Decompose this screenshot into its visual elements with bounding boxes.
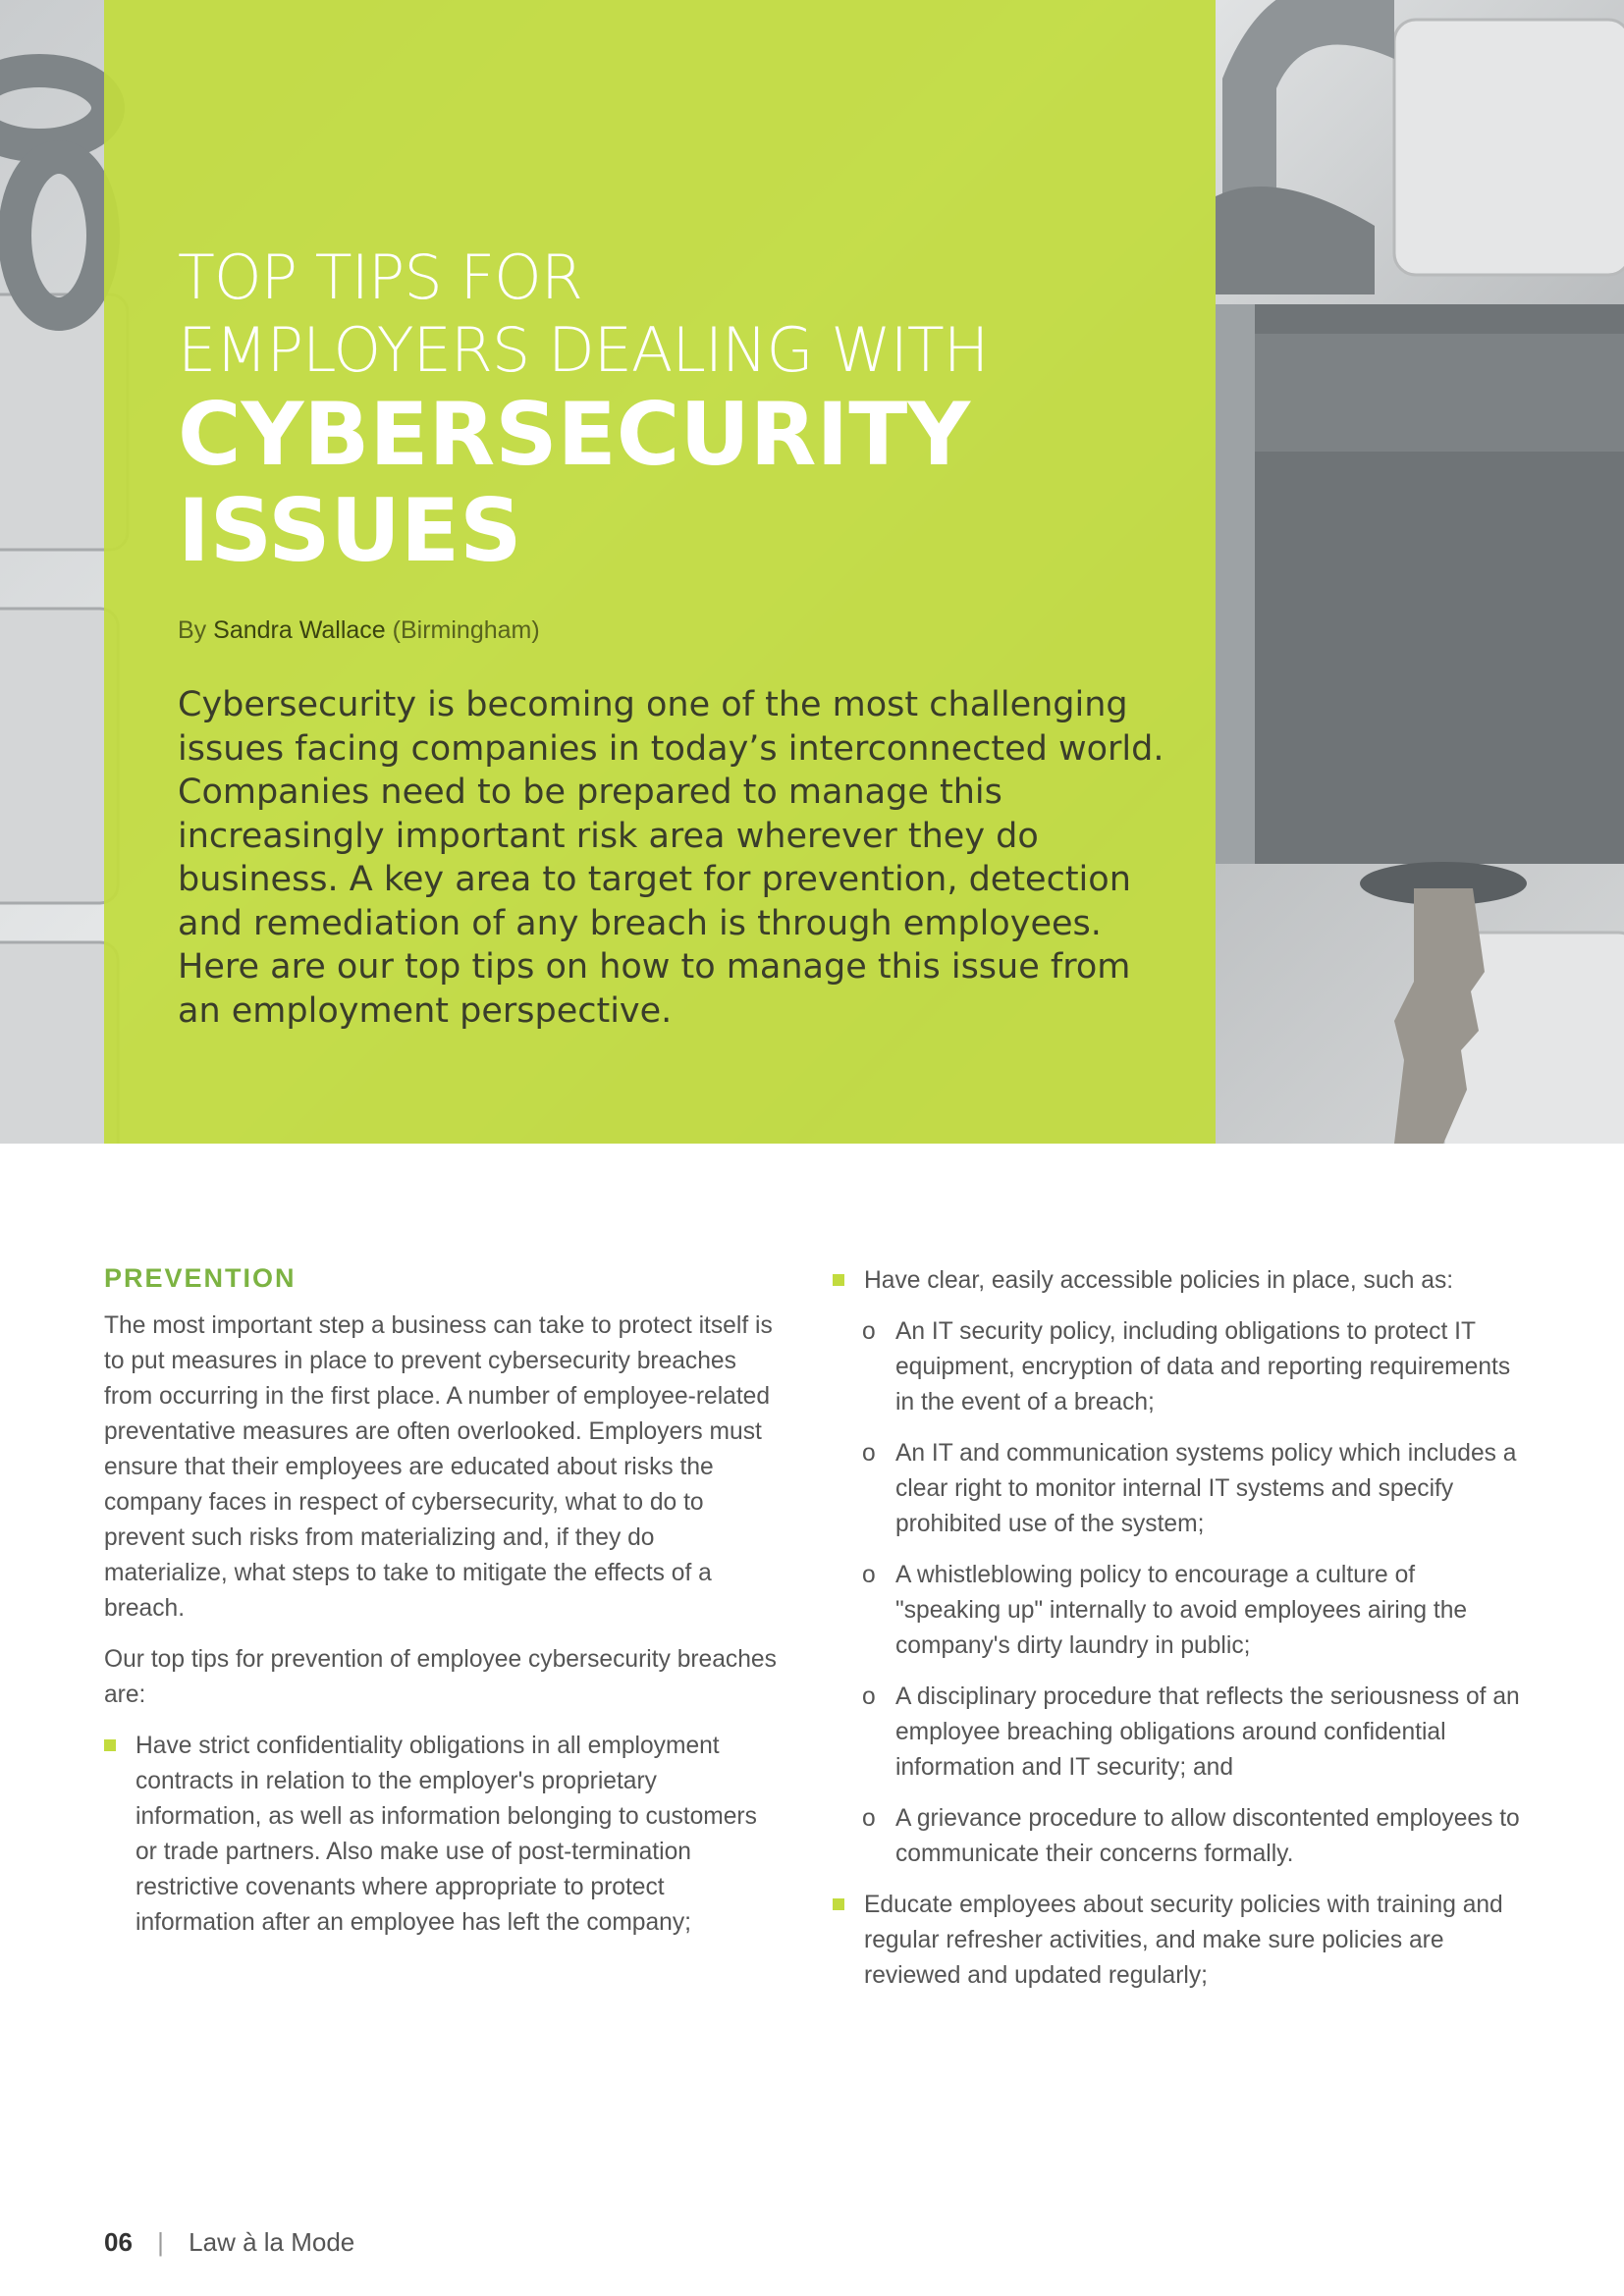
footer-separator: | — [157, 2227, 164, 2257]
sub-list-item — [833, 1801, 1520, 1872]
sub-bullet-marker: o — [862, 1318, 876, 1345]
bullet-item — [104, 1729, 782, 1941]
sub-item-text: A grievance procedure to allow discontented employees to communicate their concerns formally. — [895, 1805, 1520, 1867]
sub-bullet-marker: o — [862, 1440, 876, 1467]
bullet-text: Have strict confidentiality obligations in all employment contracts in relation to the employer's proprietary information, as well as information belonging to customers or trade partners. Also make use of post-termination restrictive covenants where appropriate to protect information after an employee has left the company; — [135, 1733, 757, 1936]
sub-bullet-marker: o — [862, 1805, 876, 1832]
bullet-square-icon — [833, 1898, 844, 1910]
kicker-line-2: EMPLOYERS DEALING WITH — [178, 314, 989, 386]
prevention-paragraph-1: The most important step a business can take to protect itself is to put measures in place to prevent cybersecurity breaches from occurring in the first place. A number of employee-related preventative measures are often overlooked. Employers must ensure that their employees are educated about risks the company faces in respect of cybersecurity, what to do to prevent such risks from materializing and, if they do materialize, what steps to take to mitigate the effects of a breach. — [104, 1312, 773, 1622]
page-number: 06 — [104, 2227, 133, 2257]
publication-name: Law à la Mode — [189, 2227, 355, 2257]
bullet-square-icon — [104, 1739, 116, 1751]
headline-kicker — [178, 241, 1160, 387]
left-column — [104, 1263, 782, 1956]
page-title — [178, 384, 1209, 581]
sub-item-text: An IT security policy, including obligations to protect IT equipment, encryption of data and reporting requirements in the event of a breach; — [895, 1318, 1511, 1415]
kicker-line-1: TOP TIPS FOR — [178, 241, 582, 313]
section-heading-prevention: PREVENTION — [104, 1263, 297, 1293]
sub-list-item — [833, 1436, 1520, 1542]
sub-item-text: A disciplinary procedure that reflects the seriousness of an employee breaching obligations around confidential information and IT security; and — [895, 1683, 1520, 1781]
byline-location: (Birmingham) — [392, 616, 540, 644]
bullet-text: Educate employees about security policies with training and regular refresher activities, and make sure policies are reviewed and updated regularly; — [864, 1892, 1503, 1989]
sub-item-text: An IT and communication systems policy which includes a clear right to monitor internal IT systems and specify prohibited use of the system; — [895, 1440, 1517, 1537]
sub-list-item — [833, 1314, 1520, 1420]
sub-bullet-marker: o — [862, 1562, 876, 1588]
bullet-square-icon — [833, 1274, 844, 1286]
page-footer — [104, 2225, 354, 2259]
sub-bullet-marker: o — [862, 1683, 876, 1710]
title-line-2: ISSUES — [178, 480, 522, 581]
intro-paragraph: Cybersecurity is becoming one of the most challenging issues facing companies in today’s interconnected world. Companies need to be prepared to manage this increasingly important risk area wherever they do business. A key area to target for prevention, detection and remediation of any breach is through employees. Here are our top tips on how to manage this issue from an employment perspective. — [178, 685, 1164, 1031]
prevention-paragraph-2: Our top tips for prevention of employee cybersecurity breaches are: — [104, 1646, 777, 1708]
bullet-item — [833, 1263, 1520, 1299]
sub-list-item — [833, 1680, 1520, 1786]
hero-banner — [0, 0, 1624, 1144]
byline — [178, 616, 540, 645]
bullet-text: Have clear, easily accessible policies in place, such as: — [864, 1267, 1454, 1294]
right-column — [833, 1263, 1520, 2009]
sub-item-text: A whistleblowing policy to encourage a culture of "speaking up" internally to avoid employees airing the company's dirty laundry in public; — [895, 1562, 1468, 1659]
byline-prefix: By — [178, 616, 207, 644]
byline-author: Sandra Wallace — [213, 616, 386, 644]
sub-list-item — [833, 1558, 1520, 1664]
bullet-item — [833, 1888, 1520, 1994]
title-line-1: CYBERSECURITY — [178, 384, 971, 485]
